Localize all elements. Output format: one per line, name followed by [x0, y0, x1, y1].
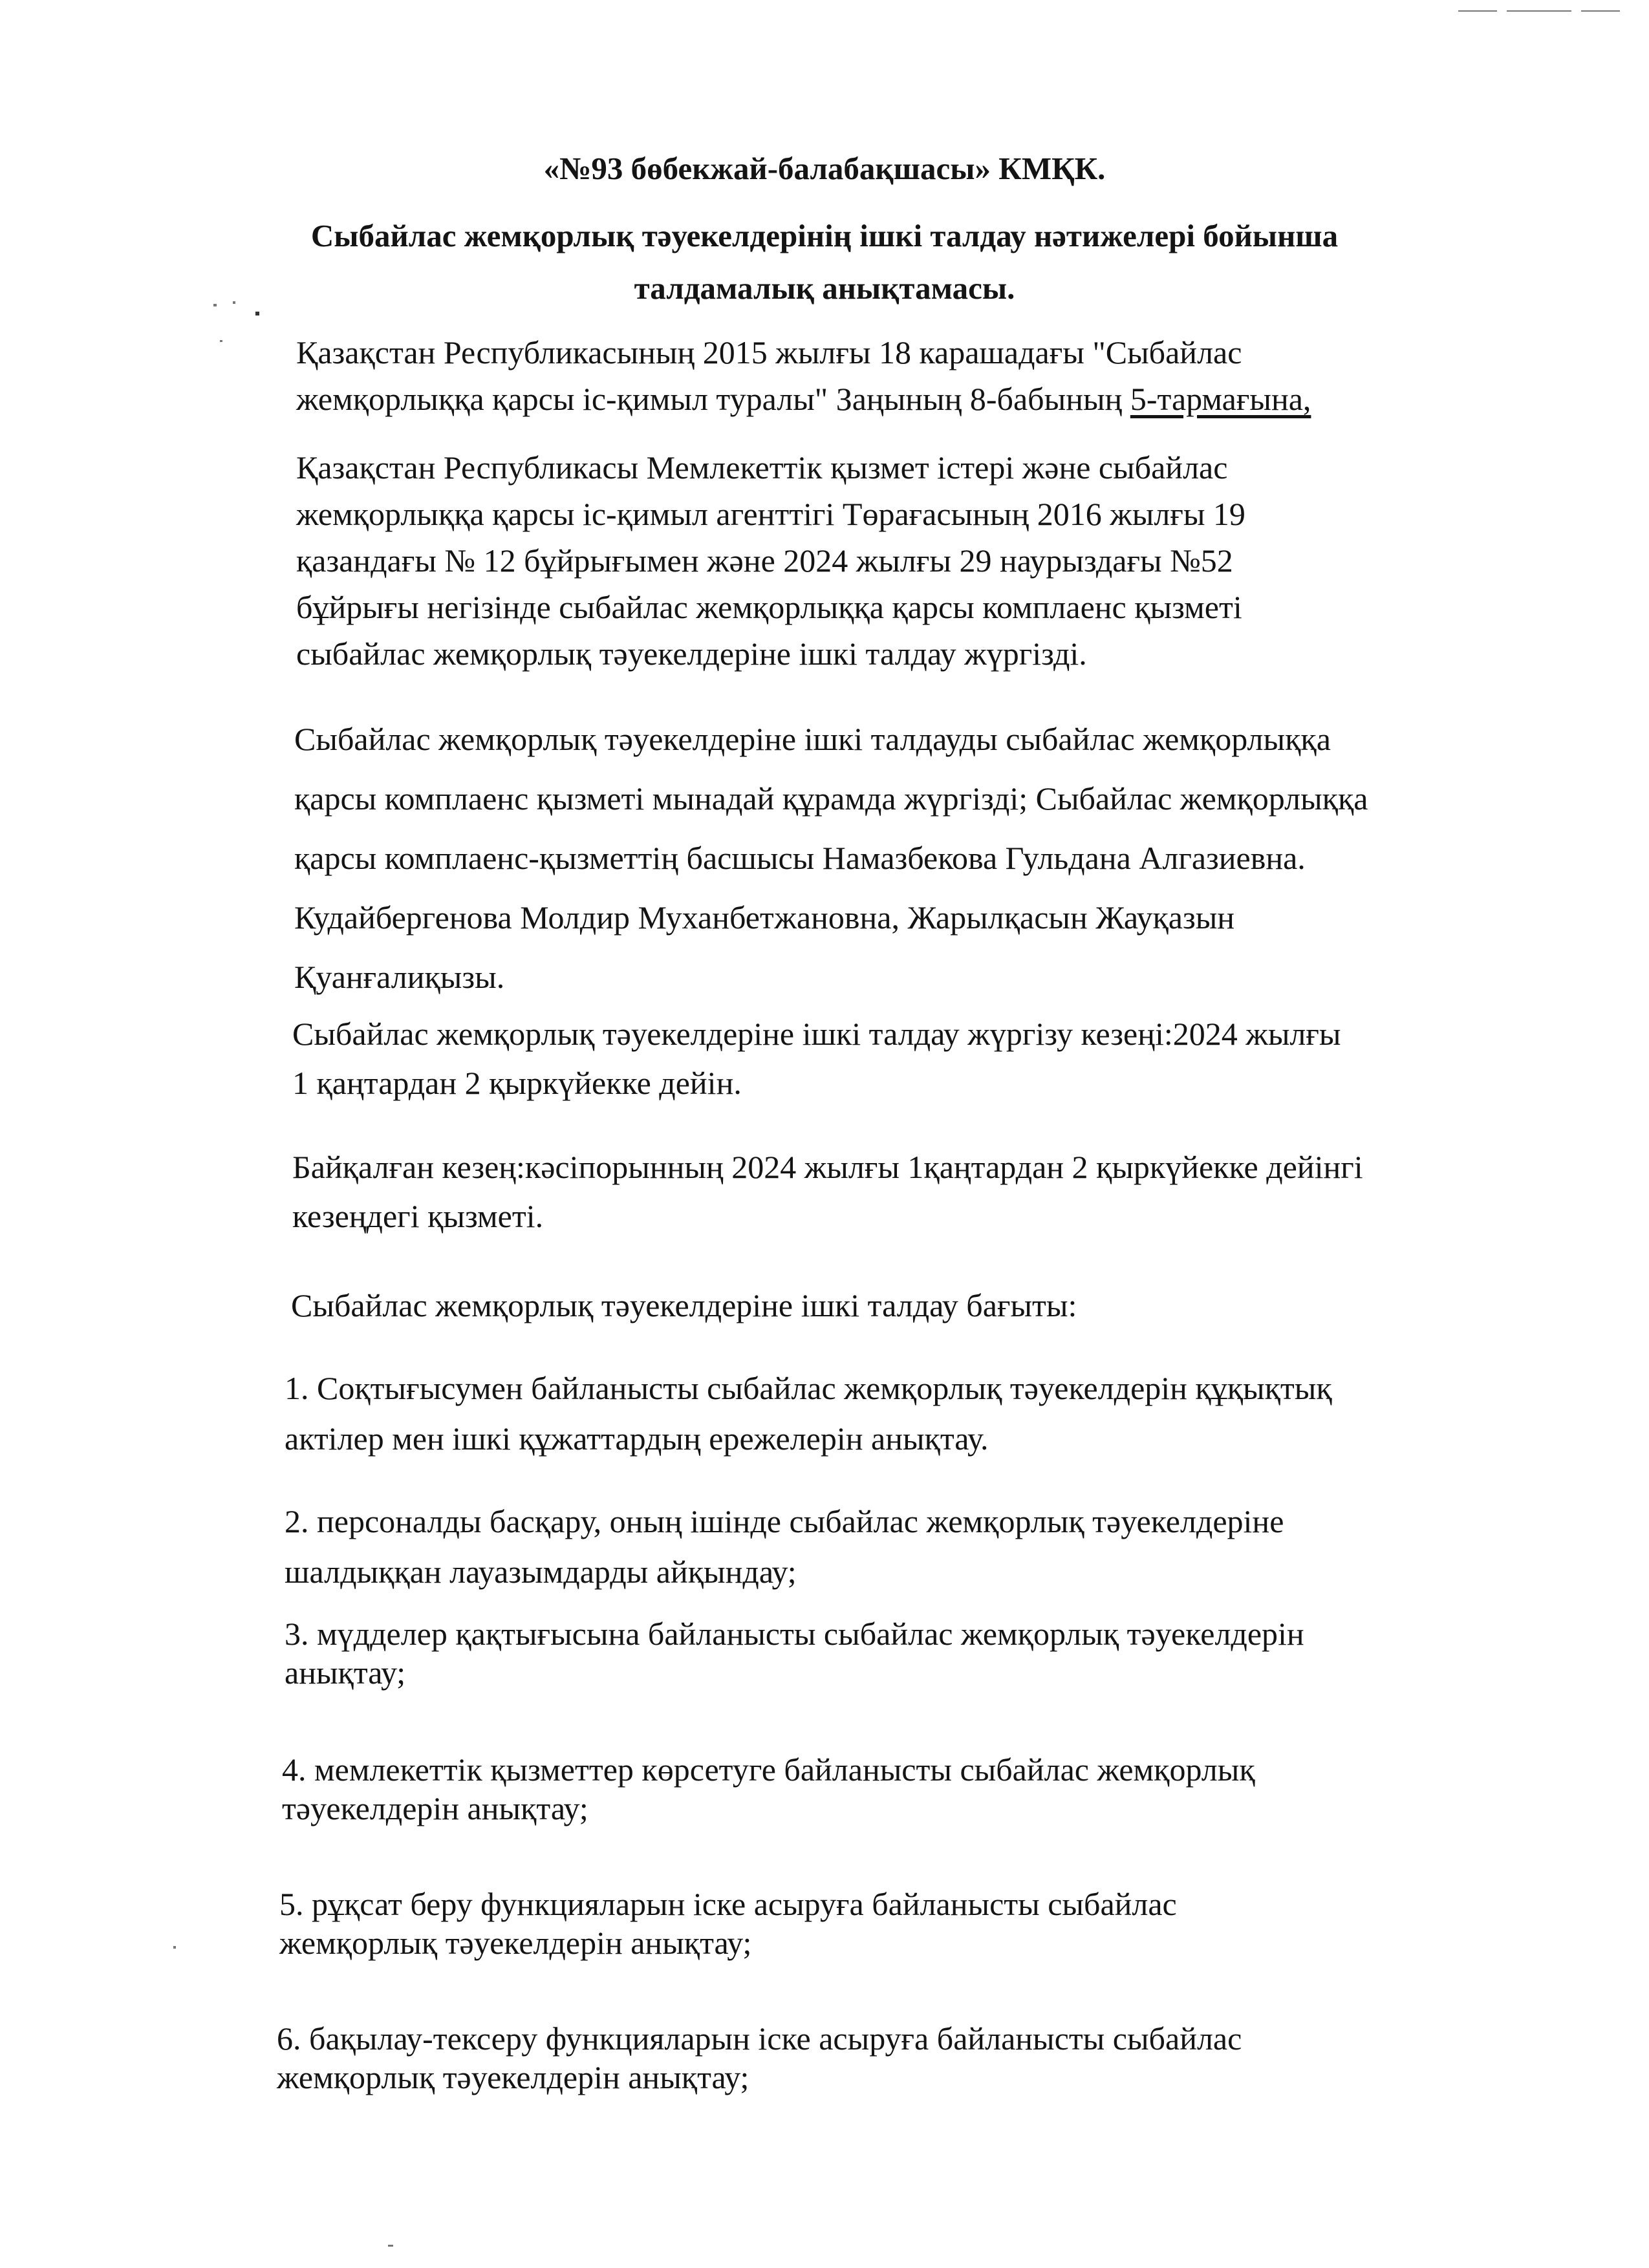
directions-heading-text: Сыбайлас жемқорлық тәуекелдеріне ішкі талдау бағыты: [291, 1287, 1077, 1323]
list-item-line-2: актілер мен ішкі құжаттардың ережелерін анықтау. [285, 1420, 989, 1457]
legal-basis-line-2 [296, 383, 1311, 415]
list-item [285, 1618, 1304, 1703]
scan-edge-mark [1458, 10, 1497, 12]
scan-speck [255, 312, 259, 316]
list-item-line-2: анықтау; [285, 1654, 406, 1691]
legal-basis-paragraph [296, 336, 1311, 429]
list-item [285, 1372, 1332, 1469]
order-line-3: қазандағы № 12 бұйрығымен және 2024 жылғы 29 наурыздағы №52 [296, 542, 1233, 579]
list-item-line-1: 5. рұқсат беру функцияларын іске асыруға байланысты сыбайлас [279, 1886, 1177, 1922]
order-line-5: сыбайлас жемқорлық тәуекелдеріне ішкі талдау жүргізді. [296, 636, 1087, 672]
composition-paragraph [294, 723, 1368, 1007]
order-paragraph [296, 451, 1245, 684]
composition-line-3: қарсы комплаенс-қызметтің басшысы Намазбекова Гульдана Алгазиевна. [294, 840, 1306, 876]
scan-speck [220, 340, 222, 342]
list-item-line-2: жемқорлық тәуекелдерін анықтау; [279, 1925, 752, 1961]
observed-period-paragraph [292, 1151, 1363, 1246]
organization-title [0, 153, 1649, 184]
observed-period-line-2: кезеңдегі қызметі. [292, 1198, 544, 1234]
legal-basis-line-1: Қазақстан Республикасының 2015 жылғы 18 карашадағы "Сыбайлас [296, 334, 1242, 370]
legal-basis-line-2-text: жемқорлыққа қарсы іс-қимыл туралы" Заңының 8-бабының [296, 381, 1130, 417]
scan-edge-mark [1581, 10, 1620, 12]
composition-line-2: қарсы комплаенс қызметі мынадай құрамда жүргізді; Сыбайлас жемқорлыққа [294, 780, 1368, 817]
list-item-line-1: 4. мемлекеттік қызметтер көрсетуге байланысты сыбайлас жемқорлық [282, 1751, 1255, 1788]
list-item-line-2: тәуекелдерін анықтау; [282, 1790, 588, 1826]
document-title-line-2: талдамалық анықтамасы. [634, 270, 1015, 306]
document-title [0, 220, 1649, 304]
order-line-4: бұйрығы негізінде сыбайлас жемқорлыққа қарсы комплаенс қызметі [296, 589, 1242, 625]
list-item-line-1: 1. Соқтығысумен байланысты сыбайлас жемқорлық тәуекелдерін құқықтық [285, 1370, 1332, 1406]
list-item-line-2: жемқорлық тәуекелдерін анықтау; [277, 2059, 749, 2095]
analysis-period-paragraph [292, 1018, 1341, 1113]
directions-heading [291, 1289, 1077, 1336]
order-line-2: жемқорлыққа қарсы іс-қимыл агенттігі Төрағасының 2016 жылғы 19 [296, 496, 1245, 532]
list-item [285, 1505, 1284, 1602]
composition-line-5: Қуанғалиқызы. [294, 959, 505, 995]
scan-speck [173, 1946, 176, 1949]
order-line-1: Қазақстан Республикасы Мемлекеттік қызмет істері және сыбайлас [296, 449, 1228, 486]
list-item [282, 1753, 1255, 1839]
analysis-period-line-2: 1 қаңтардан 2 қыркүйекке дейін. [292, 1065, 742, 1101]
list-item-line-1: 2. персоналды басқару, оның ішінде сыбайлас жемқорлық тәуекелдеріне [285, 1503, 1284, 1539]
list-item-line-1: 3. мүдделер қақтығысына байланысты сыбайлас жемқорлық тәуекелдерін [285, 1616, 1304, 1652]
scan-speck [388, 2245, 393, 2247]
scan-speck [213, 304, 217, 306]
composition-line-1: Сыбайлас жемқорлық тәуекелдеріне ішкі талдауды сыбайлас жемқорлыққа [294, 721, 1331, 757]
scan-edge-mark [1507, 10, 1571, 12]
composition-line-4: Кудайбергенова Молдир Муханбетжановна, Жарылқасын Жауқазын [294, 899, 1235, 936]
article-reference: 5-тармағына, [1130, 381, 1311, 417]
document-title-line-1: Сыбайлас жемқорлық тәуекелдерінің ішкі талдау нәтижелері бойынша [310, 218, 1339, 253]
list-item-line-2: шалдыққан лауазымдарды айқындау; [285, 1554, 797, 1590]
analysis-period-line-1: Сыбайлас жемқорлық тәуекелдеріне ішкі талдау жүргізу кезеңі:2024 жылғы [292, 1016, 1341, 1052]
org-name: «№93 бөбекжай-балабақшасы» КМҚК. [543, 151, 1106, 186]
list-item [279, 1888, 1177, 1973]
observed-period-line-1: Байқалған кезең:кәсіпорынның 2024 жылғы 1қаңтардан 2 қыркүйекке дейінгі [292, 1149, 1363, 1185]
list-item-line-1: 6. бақылау-тексеру функцияларын іске асыруға байланысты сыбайлас [277, 2020, 1242, 2057]
list-item [277, 2022, 1242, 2108]
